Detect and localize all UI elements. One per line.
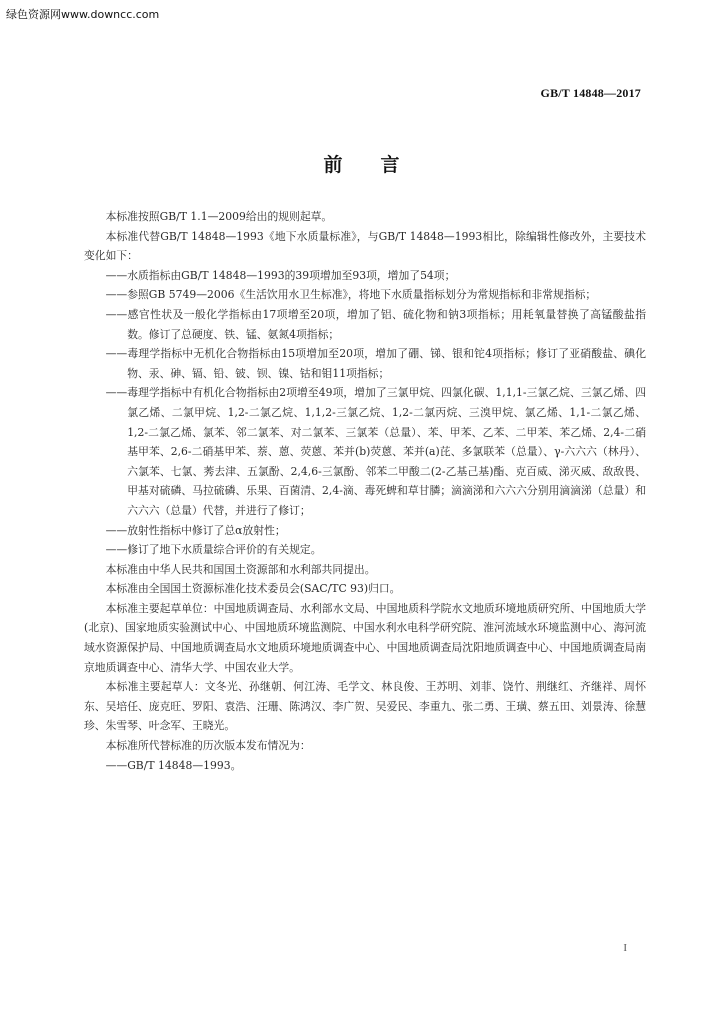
list-item: ——放射性指标中修订了总α放射性； <box>105 523 286 537</box>
page-number: I <box>623 942 627 954</box>
list-item: ——GB/T 14848—1993。 <box>105 758 242 772</box>
paragraph: 本标准由全国国土资源标准化技术委员会(SAC/TC 93)归口。 <box>105 582 401 596</box>
list-item: ——水质指标由GB/T 14848—1993的39项增加至93项，增加了54项； <box>105 268 456 282</box>
paragraph: 本标准主要起草单位：中国地质调查局、水利部水文局、中国地质科学院水文地质环境地质研究所、中国地质大学(北京)、国家地质实验测试中心、中国地质环境监测院、中国水利水电科学研究院、淮河流域水环境监测中心、海河流域水资源保护局、中国地质调查局水文地质环境地质调查中心、中国地质调查局沈阳地质调查中心、中国地质调查局南京地质调查中心、清华大学、中国农业大学。 <box>84 601 646 674</box>
paragraph: 本标准由中华人民共和国国土资源部和水利部共同提出。 <box>105 562 376 576</box>
paragraph: 本标准主要起草人：文冬光、孙继朝、何江涛、毛学文、林良俊、王苏明、刘菲、饶竹、荆继红、齐继祥、周怀东、吴培任、庞克旺、罗阳、袁浩、汪珊、陈鸿汉、李广贺、吴爱民、李重九、张二勇、王璜、蔡五田、刘景涛、徐慧珍、朱雪琴、叶念军、王晓光。 <box>84 680 646 733</box>
list-item: ——修订了地下水质量综合评价的有关规定。 <box>105 543 322 557</box>
watermark: 绿色资源网www.downcc.com <box>6 8 160 21</box>
list-item: ——参照GB 5749—2006《生活饮用水卫生标准》，将地下水质量指标划分为常规指标和非常规指标； <box>105 288 597 302</box>
foreword-body <box>84 207 646 775</box>
standard-code: GB/T 14848—2017 <box>540 86 641 100</box>
paragraph: 本标准代替GB/T 14848—1993《地下水质量标准》，与GB/T 14848—1993相比，除编辑性修改外，主要技术变化如下： <box>84 229 646 263</box>
paragraph: 本标准按照GB/T 1.1—2009给出的规则起草。 <box>105 210 333 223</box>
paragraph: 本标准所代替标准的历次版本发布情况为： <box>105 739 311 753</box>
list-item: ——感官性状及一般化学指标由17项增至20项，增加了铝、硫化物和钠3项指标；用耗氧量替换了高锰酸盐指数。修订了总硬度、铁、锰、氨氮4项指标； <box>105 307 646 341</box>
list-item: ——毒理学指标中无机化合物指标由15项增加至20项，增加了硼、锑、银和铊4项指标；修订了亚硝酸盐、碘化物、汞、砷、镉、铅、铍、钡、镍、钴和钼11项指标； <box>105 347 646 380</box>
list-item: ——毒理学指标中有机化合物指标由2项增至49项，增加了三氯甲烷、四氯化碳、1,1,1-三氯乙烷、三氯乙烯、四氯乙烯、二氯甲烷、1,2-二氯乙烷、1,1,2-三氯乙烷、1,2-二氯丙烷、三溴甲烷、氯乙烯、1,1-二氯乙烯、1,2-二氯乙烯、氯苯、邻二氯苯、对二氯苯、三氯苯（总量）、苯、甲苯、乙苯、二甲苯、苯乙烯、2,4-二硝基甲苯、2,6-二硝基甲苯、萘、蒽、荧蒽、苯并(b)荧蒽、苯并(a)芘、多氯联苯（总量）、γ-六六六（林丹）、六氯苯、七氯、莠去津、五氯酚、2,4,6-三氯酚、邻苯二甲酸二(2-乙基己基)酯、克百威、涕灭威、敌敌畏、甲基对硫磷、马拉硫磷、乐果、百菌清、2,4-滴、毒死蜱和草甘膦；滴滴涕和六六六分别用滴滴涕（总量）和六六六（总量）代替，并进行了修订； <box>105 386 646 517</box>
page-title: 前言 <box>323 154 438 176</box>
